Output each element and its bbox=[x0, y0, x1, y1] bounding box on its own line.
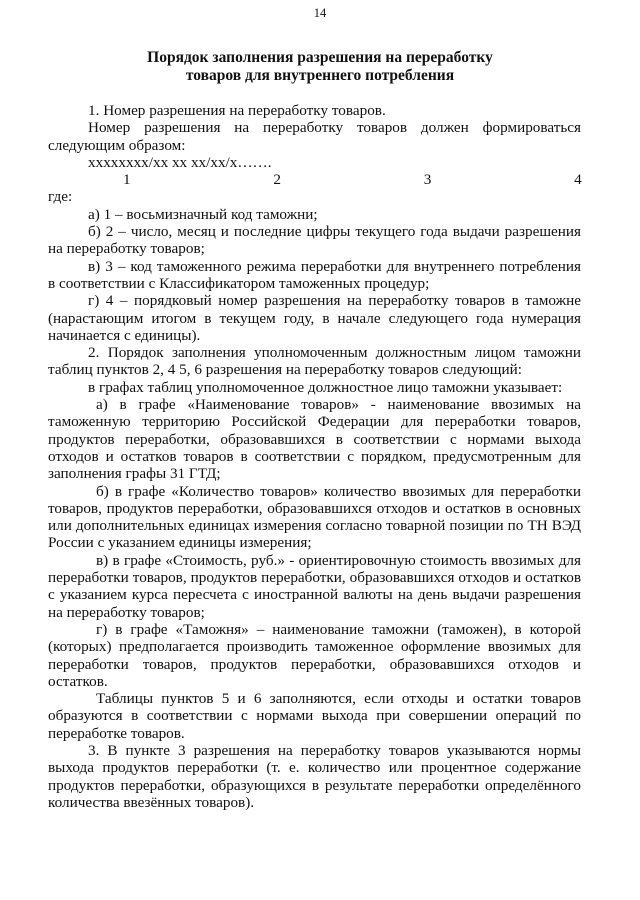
paragraph-number-format: Номер разрешения на переработку товаров должен формироваться следующим образом: bbox=[48, 119, 581, 154]
column-item-b: б) в графе «Количество товаров» количество ввозимых для переработки товаров, продуктов переработки, образовавшихся отходов и остатков в основных или дополнительных единицах измерения согласно товарной позиции по ТН ВЭД России с указанием единицы измерения; bbox=[48, 482, 581, 552]
column-item-c: в) в графе «Стоимость, руб.» - ориентировочную стоимость ввозимых для переработки товаров, продуктов переработки, образовавшихся отходов и остатков с указанием курса пересчета с иностранной валюты на день выдачи разрешения на переработку товаров; bbox=[48, 551, 581, 621]
paragraph-columns-intro: в графах таблиц уполномоченное должностное лицо таможни указывает: bbox=[88, 378, 563, 396]
item-c: в) 3 – код таможенного режима переработки для внутреннего потребления в соответствии с Классификатором таможенных процедур; bbox=[48, 257, 581, 292]
paragraph-3: 3. В пункте 3 разрешения на переработку товаров указываются нормы выхода продуктов переработки (т. е. количество или процентное содержание продуктов переработки, образующихся в результате переработки определённого количества ввезённых товаров). bbox=[48, 741, 581, 811]
document-body bbox=[48, 102, 581, 811]
document-title bbox=[0, 49, 640, 85]
item-a: а) 1 – восьмизначный код таможни; bbox=[88, 205, 318, 223]
column-item-a: а) в графе «Наименование товаров» - наименование ввозимых на таможенную территорию Российской Федерации для переработки товаров, продуктов переработки, образовавшихся в соответствии с нормами выхода отходов и остатков товаров в соответствии с порядком, предусмотренным для заполнения графы 31 ГТД; bbox=[48, 396, 581, 483]
page-number: 14 bbox=[313, 6, 327, 20]
title-line-1: Порядок заполнения разрешения на переработку bbox=[147, 49, 493, 66]
item-b: б) 2 – число, месяц и последние цифры текущего года выдачи разрешения на переработку товаров; bbox=[48, 223, 581, 258]
column-item-d: г) в графе «Таможня» – наименование таможни (таможен), в которой (которых) предполагается производить таможенное оформление ввозимых для переработки товаров, продуктов переработки, образовавшихся отходов и остатков. bbox=[48, 620, 581, 690]
paragraph-1: 1. Номер разрешения на переработку товаров. bbox=[88, 102, 386, 119]
title-line-2: товаров для внутреннего потребления bbox=[185, 67, 455, 84]
number-format-indices: 1 2 3 4 bbox=[123, 171, 582, 189]
number-format-template: хххххххх/хх хх хх/хх/х……. bbox=[88, 153, 272, 171]
paragraph-2: 2. Порядок заполнения уполномоченным должностным лицом таможни таблиц пунктов 2, 4 5, 6 разрешения на переработку товаров следующий: bbox=[48, 344, 581, 379]
item-d: г) 4 – порядковый номер разрешения на переработку товаров в таможне (нарастающим итогом в текущем году, в начале следующего года нумерация начинается с единицы). bbox=[48, 292, 581, 344]
where-label: где: bbox=[48, 188, 73, 206]
paragraph-tables-note: Таблицы пунктов 5 и 6 заполняются, если отходы и остатки товаров образуются в соответствии с нормами выхода при совершении операций по переработке товаров. bbox=[48, 690, 581, 742]
